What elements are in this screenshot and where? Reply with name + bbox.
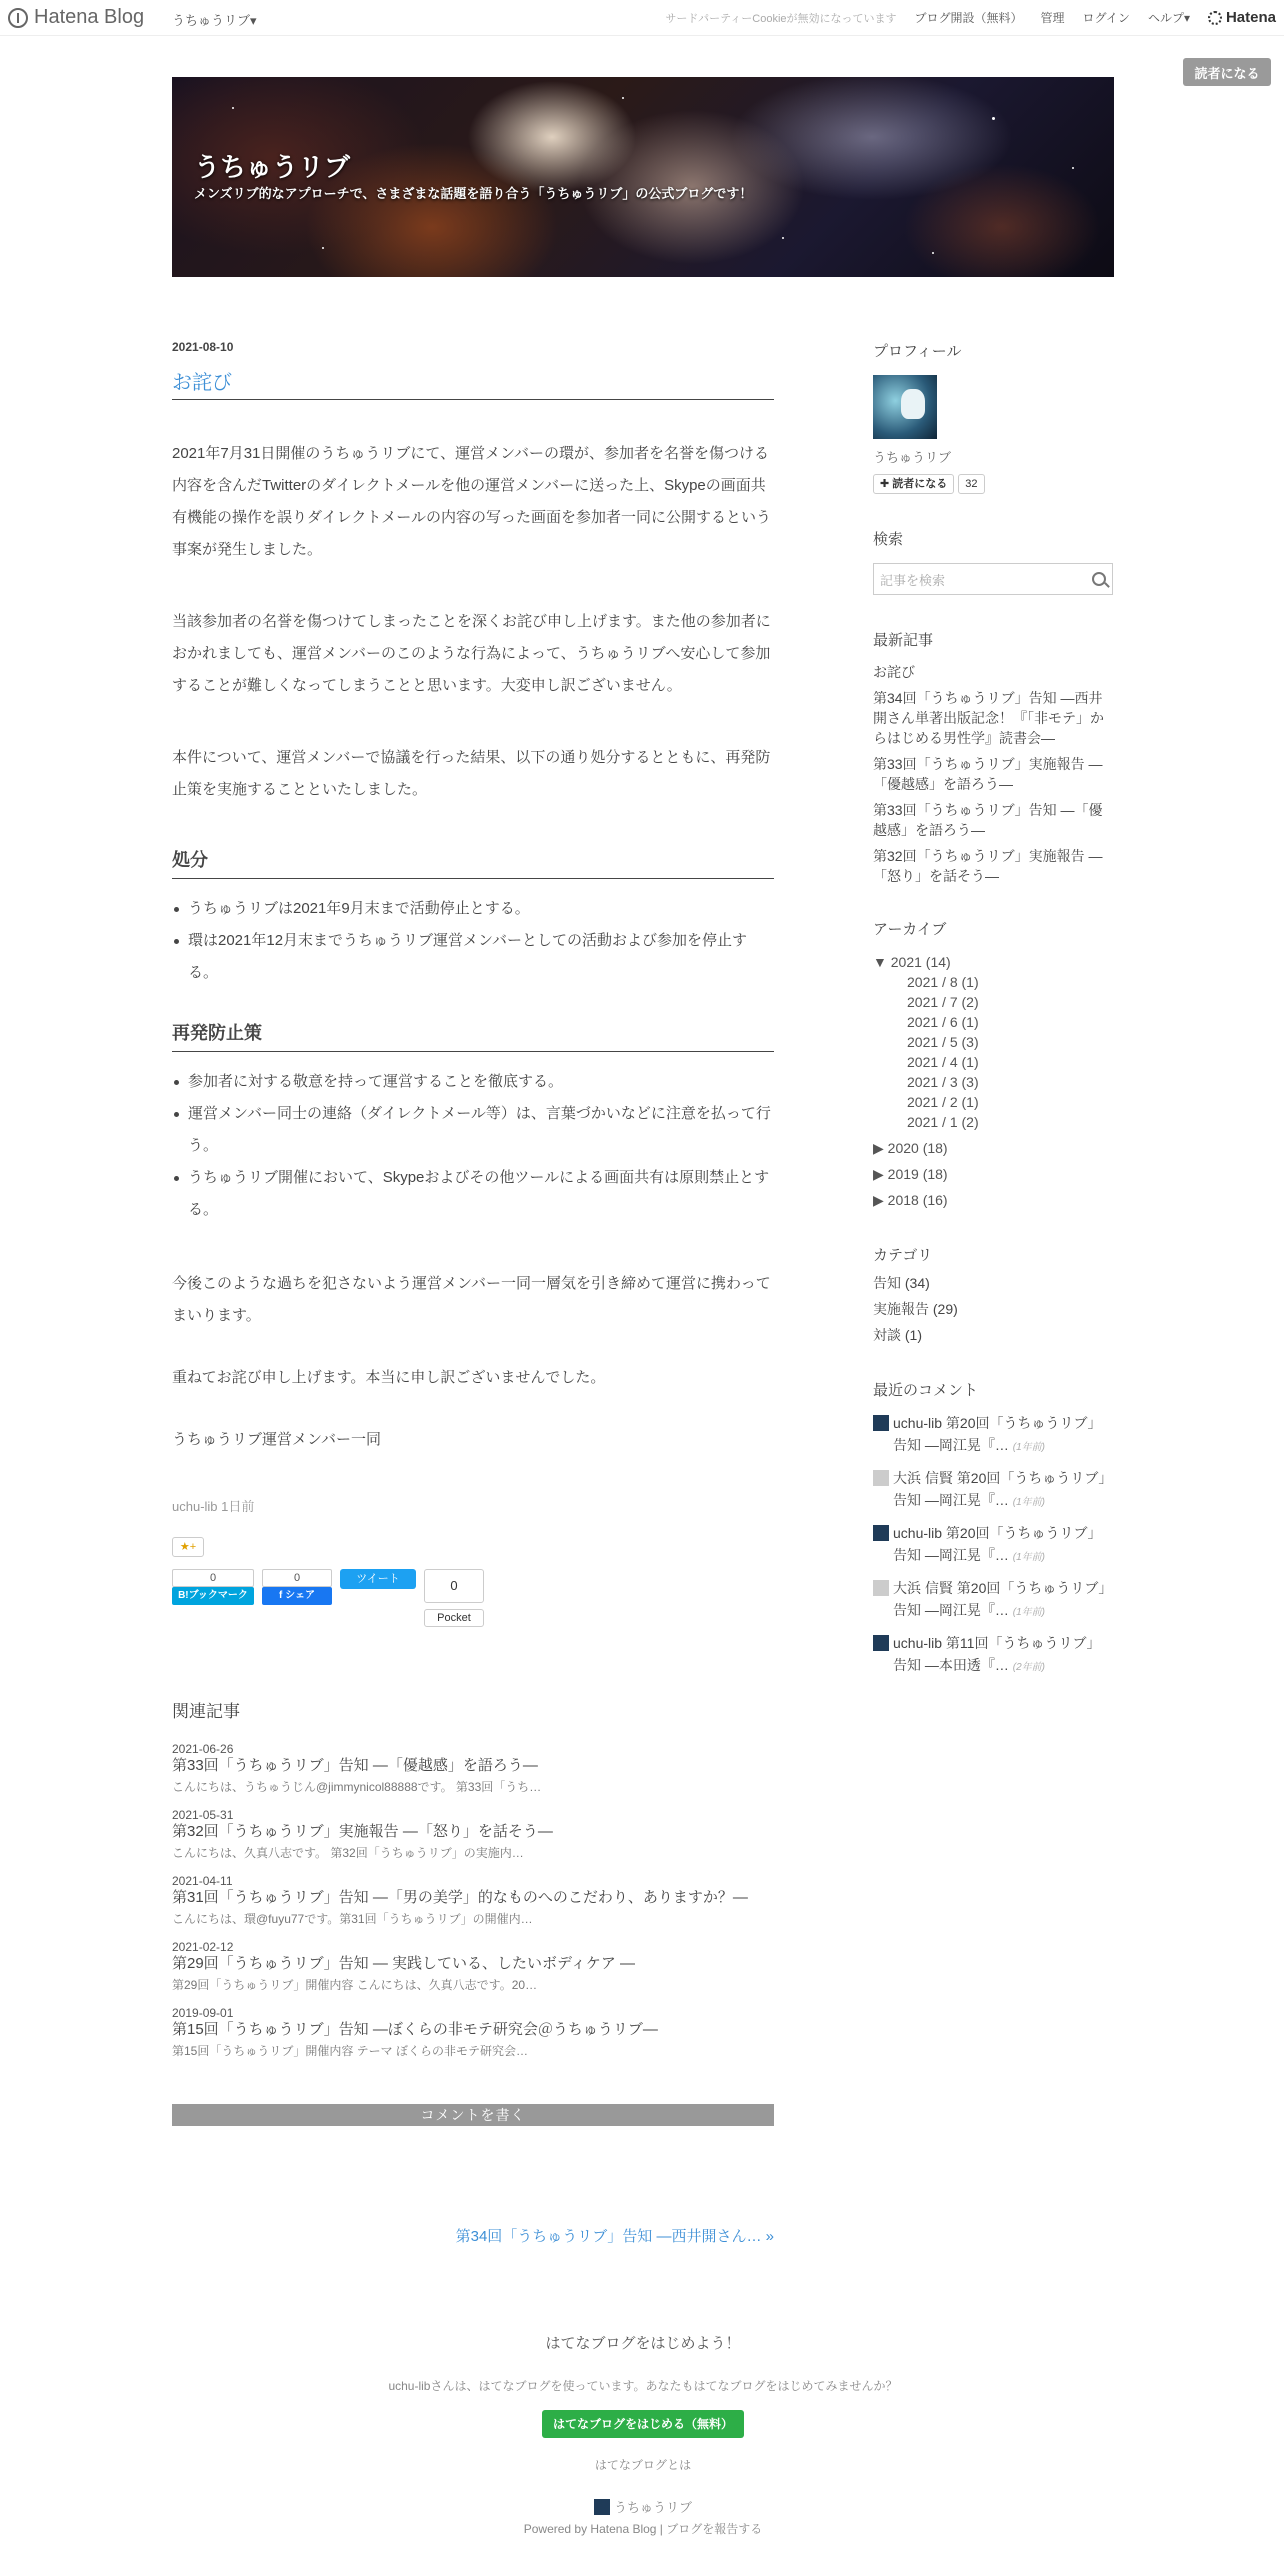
reader-count[interactable]: 32 xyxy=(958,474,984,494)
recent-post-link[interactable]: 第33回「うちゅうリブ」実施報告 ―「優越感」を語ろう― xyxy=(873,756,1103,792)
list-item: うちゅうリブ開催において、Skypeおよびその他ツールによる画面共有は原則禁止とする。 xyxy=(172,1162,774,1226)
recent-comments-module xyxy=(873,1379,1113,1679)
admin-link[interactable]: 管理 xyxy=(1040,11,1065,25)
archive-month[interactable]: 2021 / 7 (2) xyxy=(907,994,979,1010)
facebook-count: 0 xyxy=(262,1569,332,1587)
facebook-label: f シェア xyxy=(262,1587,332,1605)
bookmark-count: 0 xyxy=(172,1569,254,1587)
recent-post-link[interactable]: 第34回「うちゅうリブ」告知 ―西井開さん単著出版記念！『「非モテ」からはじめる男性学』読書会― xyxy=(873,690,1104,746)
commenter-avatar xyxy=(873,1525,889,1541)
related-date: 2021-02-12 xyxy=(172,1940,234,1954)
blog-menu[interactable]: うちゅうリブ▾ xyxy=(172,13,257,28)
comment-item[interactable] xyxy=(873,1632,1113,1679)
add-star-button[interactable]: ★+ xyxy=(172,1537,204,1557)
bookmark-share[interactable] xyxy=(172,1569,254,1605)
related-title[interactable]: 第15回「うちゅうリブ」告知 ―ぼくらの非モテ研究会＠うちゅうリブ― xyxy=(172,2021,658,2038)
top-bar xyxy=(0,0,1284,36)
archive-month[interactable]: 2021 / 1 (2) xyxy=(907,1114,979,1130)
list-item: 環は2021年12月末までうちゅうリブ運営メンバーとしての活動および参加を停止する。 xyxy=(172,925,774,989)
archive-year[interactable]: ▶ 2019 (18) xyxy=(873,1166,948,1182)
hatena-label: Hatena xyxy=(1225,9,1276,26)
header-banner[interactable] xyxy=(172,77,1114,277)
help-menu[interactable]: ヘルプ▾ xyxy=(1147,11,1190,25)
archive-year[interactable]: ▶ 2018 (16) xyxy=(873,1192,948,1208)
share-buttons xyxy=(172,1569,774,1627)
search-module xyxy=(873,528,1113,595)
search-heading: 検索 xyxy=(873,531,904,548)
footer-blog-name: うちゅうリブ xyxy=(613,2500,692,2515)
comment-age: (1年前) xyxy=(1012,1552,1046,1563)
comments-heading: 最近のコメント xyxy=(873,1382,979,1399)
category-heading: カテゴリ xyxy=(873,1247,933,1264)
section-heading-punishment: 処分 xyxy=(172,846,774,879)
archive-month[interactable]: 2021 / 2 (1) xyxy=(907,1094,979,1110)
start-hatena-blog-button[interactable]: はてなブログをはじめる（無料） xyxy=(542,2410,744,2438)
article-paragraph: 2021年7月31日開催のうちゅうリブにて、運営メンバーの環が、参加者を名誉を傷つける内容を含んだTwitterのダイレクトメールを他の運営メンバーに送った上、Skypeの画面共有機能の操作を誤りダイレクトメールの内容の写った画面を参加者一同に公開するという事案が発生しました。 xyxy=(172,445,771,558)
comment-item[interactable] xyxy=(873,1467,1113,1514)
blog-title[interactable]: うちゅうリブ xyxy=(194,152,351,182)
category-module xyxy=(873,1244,1113,1345)
comment-age: (2年前) xyxy=(1012,1662,1046,1673)
section-heading-prevention: 再発防止策 xyxy=(172,1019,774,1052)
related-item[interactable] xyxy=(172,1874,774,1930)
blog-description: メンズリブ的なアプローチで、さまざまな話題を語り合う「うちゅうリブ」の公式ブログです！ xyxy=(194,186,753,201)
pocket-count: 0 xyxy=(424,1569,484,1603)
hatena-blog-logo-icon xyxy=(8,8,28,28)
hatena-dots-icon xyxy=(1208,11,1222,25)
related-item[interactable] xyxy=(172,1808,774,1864)
archive-month[interactable]: 2021 / 4 (1) xyxy=(907,1054,979,1070)
sidebar-subscribe-button[interactable]: ✚ 読者になる xyxy=(873,474,954,494)
related-articles xyxy=(172,1697,774,2062)
comment-text[interactable]: 大浜 信賢 第20回「うちゅうリブ」告知 ―岡江晃『… xyxy=(893,1580,1113,1618)
article-paragraph: 重ねてお詫び申し上げます。本当に申し訳ございませんでした。 xyxy=(172,1369,606,1386)
comment-age: (1年前) xyxy=(1012,1607,1046,1618)
archive-month[interactable]: 2021 / 3 (3) xyxy=(907,1074,979,1090)
comment-item[interactable] xyxy=(873,1522,1113,1569)
write-comment-button[interactable]: コメントを書く xyxy=(172,2104,774,2126)
punishment-list xyxy=(172,893,774,989)
related-snippet: こんにちは、うちゅうじん@jimmynicol88888です。 第33回「うち… xyxy=(172,1780,542,1794)
related-item[interactable] xyxy=(172,2006,774,2062)
recent-post-link[interactable]: お詫び xyxy=(873,664,915,680)
related-title[interactable]: 第29回「うちゅうリブ」告知 ― 実践している、したいボディケア ― xyxy=(172,1955,635,1972)
footer-description: uchu-libさんは、はてなブログを使っています。あなたもはてなブログをはじめてみませんか？ xyxy=(388,2379,898,2393)
commenter-avatar xyxy=(873,1580,889,1596)
commenter-avatar xyxy=(873,1415,889,1431)
list-item: 運営メンバー同士の連絡（ダイレクトメール等）は、言葉づかいなどに注意を払って行う。 xyxy=(172,1098,774,1162)
subscribe-button[interactable]: 読者になる xyxy=(1183,58,1271,86)
top-bar-links xyxy=(665,9,1276,26)
article-signature: うちゅうリブ運営メンバー一同 xyxy=(172,1431,381,1448)
main-column xyxy=(172,340,774,2248)
facebook-share[interactable] xyxy=(262,1569,332,1605)
article-date[interactable]: 2021-08-10 xyxy=(172,340,234,354)
related-snippet: 第15回「うちゅうリブ」開催内容 テーマ ぼくらの非モテ研究会… xyxy=(172,2044,529,2058)
article-body xyxy=(172,438,774,1456)
related-snippet: こんにちは、久真八志です。 第32回「うちゅうリブ」の実施内… xyxy=(172,1846,524,1860)
archive-month[interactable]: 2021 / 8 (1) xyxy=(907,974,979,990)
related-title[interactable]: 第31回「うちゅうリブ」告知 ―「男の美学」的なものへのこだわり、ありますか？― xyxy=(172,1889,748,1906)
recent-post-link[interactable]: 第32回「うちゅうリブ」実施報告 ―「怒り」を話そう― xyxy=(873,848,1103,884)
profile-module xyxy=(873,340,1113,494)
comment-item[interactable] xyxy=(873,1577,1113,1624)
archive-month[interactable]: 2021 / 5 (3) xyxy=(907,1034,979,1050)
comment-text[interactable]: uchu-lib 第20回「うちゅうリブ」告知 ―岡江晃『… xyxy=(893,1415,1102,1453)
sidebar xyxy=(873,340,1113,1713)
hatena-menu[interactable] xyxy=(1208,9,1276,26)
avatar[interactable] xyxy=(873,375,937,439)
search-placeholder: 記事を検索 xyxy=(880,572,946,588)
comment-age: (1年前) xyxy=(1012,1497,1046,1508)
comment-text[interactable]: uchu-lib 第11回「うちゅうリブ」告知 ―本田透『… xyxy=(893,1635,1101,1673)
recent-post-link[interactable]: 第33回「うちゅうリブ」告知 ―「優越感」を語ろう― xyxy=(873,802,1103,838)
cookie-note: サードパーティーCookieが無効になっています xyxy=(665,12,897,25)
related-date: 2021-04-11 xyxy=(172,1874,233,1888)
archive-module xyxy=(873,920,1113,1210)
related-date: 2019-09-01 xyxy=(172,2006,234,2020)
search-icon[interactable] xyxy=(1092,572,1106,586)
list-item: 参加者に対する敬意を持って運営することを徹底する。 xyxy=(172,1066,774,1098)
related-item[interactable] xyxy=(172,1940,774,1996)
reader-row xyxy=(873,474,1113,494)
recent-posts-module xyxy=(873,629,1113,886)
footer-blog-link[interactable] xyxy=(172,2497,1114,2516)
archive-heading: アーカイブ xyxy=(873,921,947,938)
commenter-avatar xyxy=(873,1635,889,1651)
tweet-button[interactable]: ツイート xyxy=(340,1569,416,1589)
open-blog-link[interactable]: ブログ開設（無料） xyxy=(914,11,1023,25)
category-link[interactable]: 告知 (34) xyxy=(873,1275,930,1291)
related-date: 2021-06-26 xyxy=(172,1742,234,1756)
profile-heading: プロフィール xyxy=(873,343,962,360)
related-date: 2021-05-31 xyxy=(172,1808,234,1822)
comment-item[interactable] xyxy=(873,1412,1113,1459)
related-title[interactable]: 第32回「うちゅうリブ」実施報告 ―「怒り」を話そう― xyxy=(172,1823,553,1840)
article-paragraph: 当該参加者の名誉を傷つけてしまったことを深くお詫び申し上げます。また他の参加者におかれましても、運営メンバーのこのような行為によって、うちゅうリブへ安心して参加することが難しくなってしまうことと思います。大変申し訳ございません。 xyxy=(172,613,771,694)
archive-year[interactable]: ▶ 2020 (18) xyxy=(873,1140,948,1156)
recent-heading: 最新記事 xyxy=(873,632,934,649)
profile-name[interactable]: うちゅうリブ xyxy=(873,450,952,465)
article-meta[interactable]: uchu-lib 1日前 xyxy=(172,1499,255,1514)
footer-title: はてなブログをはじめよう！ xyxy=(545,2335,741,2352)
logo-text: Hatena Blog xyxy=(34,6,145,28)
related-snippet: 第29回「うちゅうリブ」開催内容 こんにちは、久真八志です。20… xyxy=(172,1978,538,1992)
search-input[interactable] xyxy=(873,563,1113,595)
article-paragraph: 本件について、運営メンバーで協議を行った結果、以下の通り処分するとともに、再発防止策を実施することといたしました。 xyxy=(172,749,771,798)
category-link[interactable]: 対談 (1) xyxy=(873,1327,922,1343)
hatena-blog-logo[interactable] xyxy=(8,6,144,29)
comment-age: (1年前) xyxy=(1012,1442,1046,1453)
category-link[interactable]: 実施報告 (29) xyxy=(873,1301,958,1317)
comment-text[interactable]: 大浜 信賢 第20回「うちゅうリブ」告知 ―岡江晃『… xyxy=(893,1470,1113,1508)
related-item[interactable] xyxy=(172,1742,774,1798)
about-hatena-blog-link[interactable]: はてなブログとは xyxy=(594,2458,692,2472)
related-heading: 関連記事 xyxy=(172,1702,240,1721)
archive-year-2021[interactable]: ▼ 2021 (14) xyxy=(873,954,951,970)
powered-by[interactable]: Powered by Hatena Blog | ブログを報告する xyxy=(523,2522,763,2536)
prevention-list xyxy=(172,1066,774,1226)
next-article-link[interactable]: 第34回「うちゅうリブ」告知 ―西井開さん… » xyxy=(455,2228,774,2245)
list-item: うちゅうリブは2021年9月末まで活動停止とする。 xyxy=(172,893,774,925)
pocket-share[interactable] xyxy=(424,1569,484,1627)
footer xyxy=(172,2332,1114,2537)
pocket-label: Pocket xyxy=(424,1609,484,1627)
commenter-avatar xyxy=(873,1470,889,1486)
bookmark-label: B!ブックマーク xyxy=(172,1587,254,1605)
comment-text[interactable]: uchu-lib 第20回「うちゅうリブ」告知 ―岡江晃『… xyxy=(893,1525,1102,1563)
blog-icon xyxy=(594,2499,610,2515)
related-snippet: こんにちは、環@fuyu77です。第31回「うちゅうリブ」の開催内… xyxy=(172,1912,533,1926)
login-link[interactable]: ログイン xyxy=(1082,11,1130,25)
article-title[interactable]: お詫び xyxy=(172,366,774,400)
article-paragraph: 今後このような過ちを犯さないよう運営メンバー一同一層気を引き締めて運営に携わってまいります。 xyxy=(172,1275,771,1324)
archive-month[interactable]: 2021 / 6 (1) xyxy=(907,1014,979,1030)
related-title[interactable]: 第33回「うちゅうリブ」告知 ―「優越感」を語ろう― xyxy=(172,1757,538,1774)
